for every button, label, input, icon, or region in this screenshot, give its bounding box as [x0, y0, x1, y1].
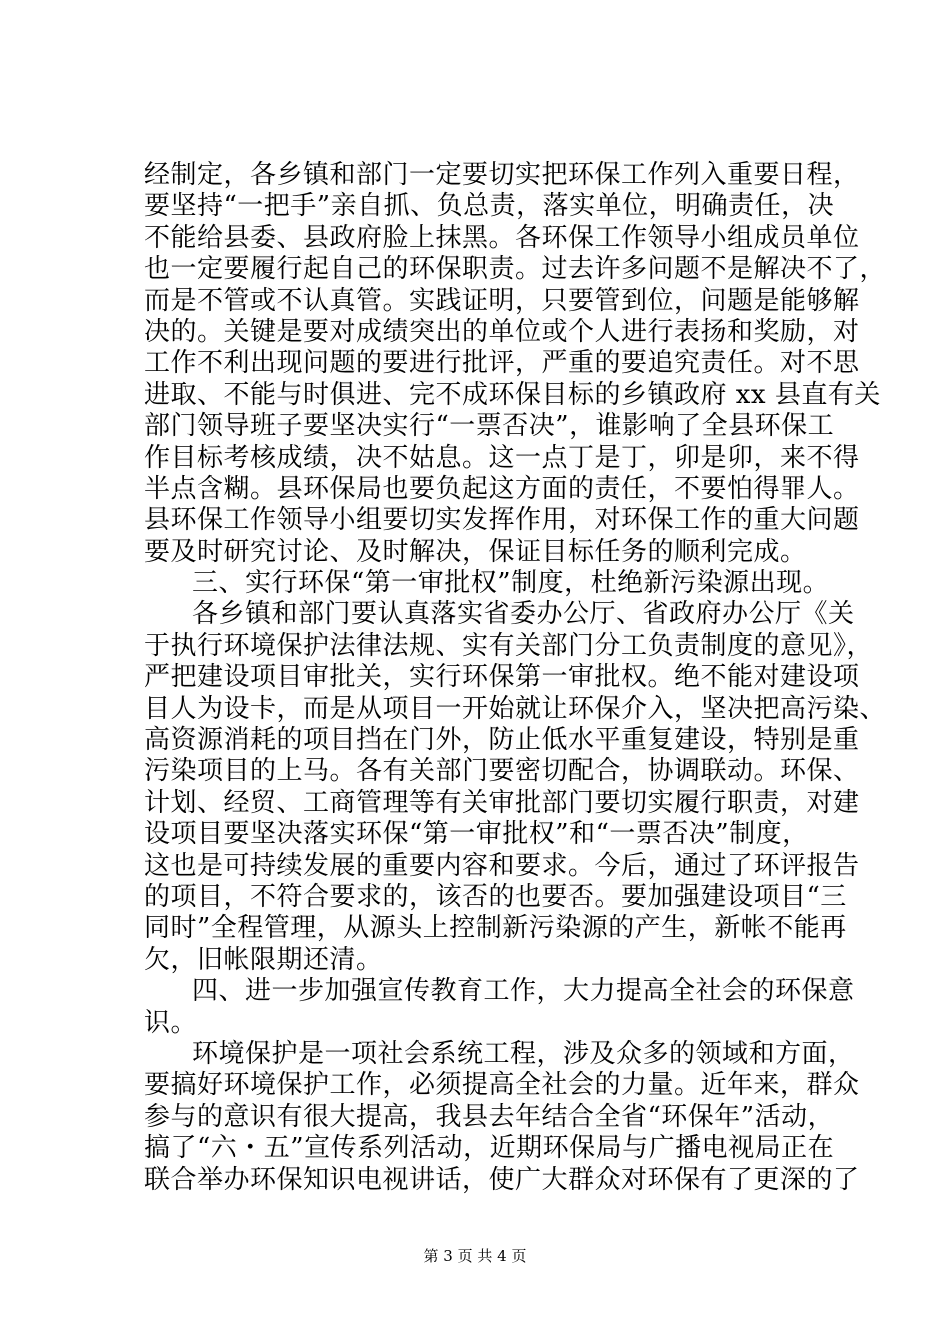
text-line: 三、实行环保“第一审批权”制度，杜绝新污染源出现。 — [192, 568, 830, 599]
text-line: 工作不利出现问题的要进行批评，严重的要追究责任。对不思 — [144, 348, 860, 379]
document-body — [144, 160, 887, 1196]
text-line: 要及时研究讨论、及时解决，保证目标任务的顺利完成。 — [144, 536, 807, 567]
text-line: 要坚持“一把手”亲自抓、负总责，落实单位，明确责任，决 — [144, 191, 835, 222]
text-line: 目人为设卡，而是从项目一开始就让环保介入，坚决把高污染、 — [144, 693, 887, 724]
text-line: 高资源消耗的项目挡在门外，防止低水平重复建设，特别是重 — [144, 725, 860, 756]
text-line: 各乡镇和部门要认真落实省委办公厅、省政府办公厅《关 — [192, 599, 855, 630]
text-line: 进取、不能与时俱进、完不成环保目标的乡镇政府 xx 县直有关 — [144, 379, 881, 410]
text-line: 于执行环境保护法律法规、实有关部门分工负责制度的意见》， — [144, 630, 874, 661]
text-line: 作目标考核成绩，决不姑息。这一点丁是丁，卯是卯，来不得 — [144, 442, 860, 473]
text-line: 这也是可持续发展的重要内容和要求。今后，通过了环评报告 — [144, 850, 860, 881]
text-line: 县环保工作领导小组要切实发挥作用，对环保工作的重大问题 — [144, 505, 860, 536]
text-line: 也一定要履行起自己的环保职责。过去许多问题不是解决不了， — [144, 254, 887, 285]
text-line: 环境保护是一项社会系统工程，涉及众多的领域和方面， — [192, 1038, 855, 1069]
text-line: 四、进一步加强宣传教育工作，大力提高全社会的环保意 — [192, 976, 855, 1007]
text-line: 经制定，各乡镇和部门一定要切实把环保工作列入重要日程， — [144, 160, 860, 190]
text-line: 要搞好环境保护工作，必须提高全社会的力量。近年来，群众 — [144, 1070, 860, 1101]
page-number-label: 第 3 页 共 4 页 — [423, 1247, 527, 1265]
text-line: 设项目要坚决落实环保“第一审批权”和“一票否决”制度， — [144, 819, 809, 850]
text-line: 的项目，不符合要求的，该否的也要否。要加强建设项目“三 — [144, 881, 847, 912]
text-line: 不能给县委、县政府脸上抹黑。各环保工作领导小组成员单位 — [144, 222, 860, 253]
page-footer — [0, 1246, 950, 1266]
text-line: 识。 — [144, 1007, 198, 1038]
text-line: 而是不管或不认真管。实践证明，只要管到位，问题是能够解 — [144, 285, 860, 316]
text-line: 同时”全程管理，从源头上控制新污染源的产生，新帐不能再 — [144, 913, 847, 944]
text-line: 欠，旧帐限期还清。 — [144, 944, 383, 975]
text-line: 联合举办环保知识电视讲话，使广大群众对环保有了更深的了 — [144, 1164, 860, 1195]
text-line: 部门领导班子要坚决实行“一票否决”，谁影响了全县环保工 — [144, 411, 835, 442]
text-line: 半点含糊。县环保局也要负起这方面的责任，不要怕得罪人。 — [144, 473, 860, 504]
text-line: 严把建设项目审批关，实行环保第一审批权。绝不能对建设项 — [144, 662, 860, 693]
text-line: 计划、经贸、工商管理等有关审批部门要切实履行职责，对建 — [144, 787, 860, 818]
text-line: 决的。关键是要对成绩突出的单位或个人进行表扬和奖励，对 — [144, 316, 860, 347]
text-line: 参与的意识有很大提高，我县去年结合全省“环保年”活动， — [144, 1101, 835, 1132]
text-line: 污染项目的上马。各有关部门要密切配合，协调联动。环保、 — [144, 756, 860, 787]
text-line: 搞了“六・五”宣传系列活动，近期环保局与广播电视局正在 — [144, 1133, 835, 1164]
